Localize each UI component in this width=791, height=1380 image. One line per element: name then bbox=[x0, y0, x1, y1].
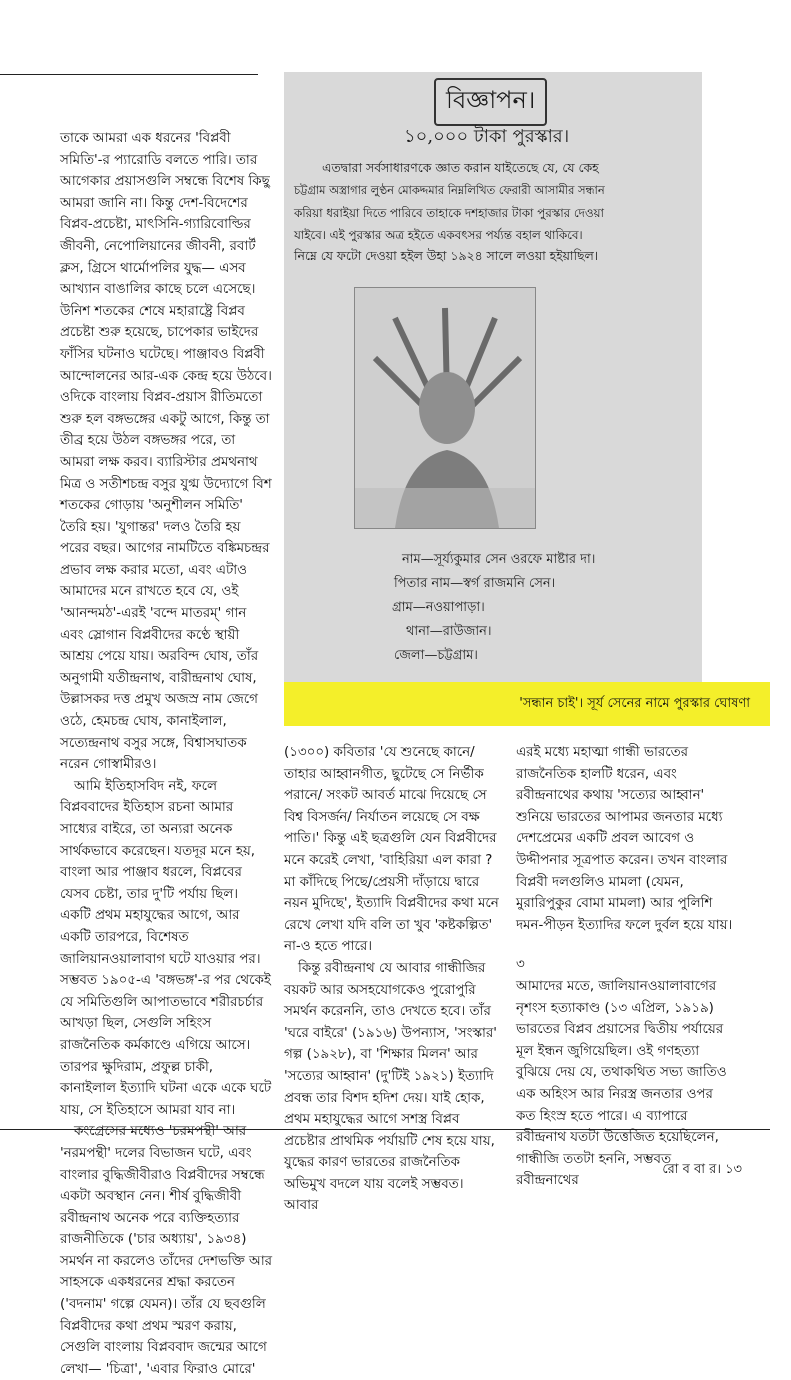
section-number: ৩ bbox=[516, 957, 525, 973]
advert-reward: ১০,০০০ টাকা পুরস্কার। bbox=[404, 126, 570, 147]
photo-caption-bar bbox=[284, 682, 770, 726]
advert-field: থানা—রাউজান। bbox=[406, 624, 492, 639]
advert-field: গ্রাম—নওয়াপাড়া। bbox=[392, 600, 485, 615]
paragraph: আমি ইতিহাসবিদ নই, ফলে বিপ্লববাদের ইতিহাস রচনা আমার সাধ্যের বাইরে, তা অন্যরা অনেক সার্থকভাবে করেছেন। যতদূর মনে হয়, বাংলা আর পাঞ্জাব ধরলে, বিপ্লবের যেসব চেষ্টা, তার দু'টি পর্যায় ছিল। একটি প্রথম মহাযুদ্ধের আগে, আর একটি তারপরে, বিশেষত জালিয়ানওয়ালাবাগ ঘটে যাওয়ার পর। সম্ভবত ১৯০৫-এ 'বঙ্গভঙ্গ'-র পর থেকেই যে সমিতিগুলি আপাতভাবে শরীরচর্চার আখড়া ছিল, সেগুলি সহিংস রাজনৈতিক কর্মকাণ্ডে এগিয়ে আসে। তারপর ক্ষুদিরাম, প্রফুল্ল চাকী, কানাইলাল ইত্যাদি ঘটনা একে একে ঘটে যায়, সে ইতিহাসে আমরা যাব না। bbox=[60, 778, 272, 1118]
advert-body-line: নিম্নে যে ফটো দেওয়া হইল উহা ১৯২৪ সালে লওয়া হইয়াছিল। bbox=[294, 248, 599, 263]
paragraph: কংগ্রেসের মধ্যেও 'চরমপন্থী' আর 'নরমপন্থী' দলের বিভাজন ঘটে, এবং বাংলার বুদ্ধিজীবীরাও বিপ্লবীদের সম্বন্ধে একটা অবস্থান নেন। শীর্ষ বুদ্ধিজীবী রবীন্দ্রনাথ অনেক পরে ব্যক্তিহত্যার রাজনীতিকে ('চার অধ্যায়', ১৯৩৪) সমর্থন না করলেও তাঁদের দেশভক্তি আর সাহসকে একধরনের শ্রদ্ধা করতেন ('বদনাম' গল্পে যেমন)। তাঁর যে ছবগুলি বিপ্লবীদের কথা প্রথম স্মরণ করায়, সেগুলি বাংলায় বিপ্লববাদ জন্মের আগে লেখা— 'চিত্রা', 'এবার ফিরাও মোরে' bbox=[60, 1124, 272, 1377]
advert-body-line: যাইবে। এই পুরস্কার অত্র হইতে একবৎসর পর্য্যন্ত বহাল থাকিবে। bbox=[294, 228, 583, 242]
paragraph: (১৩০০) কবিতার 'যে শুনেছে কানে/ তাহার আহ্বানগীত, ছুটেছে সে নির্ভীক পরানে/ সংকট আবর্ত মাঝে দিয়েছে সে বিশ্ব বিসর্জন/ নির্যাতন লয়েছে সে বক্ষ পাতি।' কিন্তু এই ছত্রগুলি যেন বিপ্লবীদের মনে করেই লেখা, 'বাহিরিয়া এল কারা ? মা কাঁদিছে পিছে/প্রেয়সী দাঁড়ায়ে দ্বারে নয়ন মুদিছে', ইত্যাদি বিপ্লবীদের কথা মনে রেখে লেখা যদি বলি তা খুব 'কষ্টকল্পিত' না-ও হতে পারে। bbox=[284, 745, 499, 955]
advert-body-line: এতদ্বারা সর্বসাধারণকে জ্ঞাত করান যাইতেছে যে, যে কেহ bbox=[322, 160, 599, 175]
photo-caption: 'সন্ধান চাই'। সূর্য সেনের নামে পুরস্কার ঘোষণা bbox=[519, 696, 750, 711]
advert-body-line: চট্টগ্রাম অস্ত্রাগার লুণ্ঠন মোকদ্দমার নিম্নলিখিত ফেরারী আসামীর সন্ধান bbox=[294, 183, 605, 197]
paragraph: এরই মধ্যে মহাত্মা গান্ধী ভারতের রাজনৈতিক হালটি ধরেন, এবং রবীন্দ্রনাথের কথায় 'সত্যের আহ্বান' শুনিয়ে ভারতের আপামর জনতার মধ্যে দেশপ্রেমের একটি প্রবল আবেগ ও উদ্দীপনার সূত্রপাত করেন। তখন বাংলার বিপ্লবী দলগুলিও মামলা (যেমন, মুরারিপুকুর বোমা মামলা) আর পুলিশি দমন-পীড়ন ইত্যাদির ফলে দুর্বল হয়ে যায়। bbox=[516, 745, 733, 933]
column-1-top bbox=[60, 128, 272, 1377]
advert-title: বিজ্ঞাপন। bbox=[434, 78, 547, 126]
top-left-rule bbox=[0, 74, 258, 75]
suspect-photo bbox=[354, 287, 536, 529]
paragraph: তাকে আমরা এক ধরনের 'বিপ্লবী সমিতি'-র প্যারোডি বলতে পারি। তার আগেকার প্রয়াসগুলি সম্বন্ধে বিশেষ কিছু আমরা জানি না। কিন্তু দেশ-বিদেশের বিপ্লব-প্রচেষ্টা, মাৎসিনি-গ্যারিবোল্ডির জীবনী, নেপোলিয়ানের জীবনী, রবার্ট ক্লস, গ্রিসে থার্মোপলির যুদ্ধ— এসব আখ্যান বাঙালির কাছে চলে এসেছে। উনিশ শতকের শেষে মহারাষ্ট্রে বিপ্লব প্রচেষ্টা শুরু হয়েছে, চাপেকার ভাইদের ফাঁসির ঘটনাও ঘটেছে। পাঞ্জাবও বিপ্লবী আন্দোলনের আর-এক কেন্দ্র হয়ে উঠবে। ওদিকে বাংলায় বিপ্লব-প্রয়াস রীতিমতো শুরু হল বঙ্গভঙ্গের একটু আগে, কিন্তু তা তীব্র হয়ে উঠল বঙ্গভঙ্গর পরে, তা আমরা লক্ষ করব। ব্যারিস্টার প্রমথনাথ মিত্র ও সতীশচন্দ্র বসুর যুগ্ম উদ্যোগে বিশ শতকের গোড়ায় 'অনুশীলন সমিতি' তৈরি হয়। 'যুগান্তর' দলও তৈরি হয় পরের বছর। আগের নামটিতে বঙ্কিমচন্দ্রর প্রভাব লক্ষ করার মতো, এবং এটাও আমাদের মনে রাখতে হবে যে, ওই 'আনন্দমঠ'-এরই 'বন্দে মাতরম্' গান এবং স্লোগান বিপ্লবীদের কণ্ঠে স্থায়ী আশ্রয় পেয়ে যায়। অরবিন্দ ঘোষ, তাঁর অনুগামী যতীন্দ্রনাথ, বারীন্দ্রনাথ ঘোষ, উল্লাসকর দত্ত প্রমুখ অজস্র নাম জেগে ওঠে, হেমচন্দ্র ঘোষ, কানাইলাল, সত্যেন্দ্রনাথ বসুর সঙ্গে, বিশ্বাসঘাতক নরেন গোস্বামীরও। bbox=[60, 131, 272, 773]
advert-field: নাম—সূর্য্যকুমার সেন ওরফে মাষ্টার দা। bbox=[402, 552, 596, 567]
advert-field: পিতার নাম—স্বর্গ রাজমনি সেন। bbox=[394, 576, 556, 591]
portrait-image bbox=[355, 288, 535, 528]
paragraph: কিন্তু রবীন্দ্রনাথ যে আবার গান্ধীজির বয়কট আর অসহযোগকেও পুরোপুরি সমর্থন করেননি, তাও দেখতে হবে। তাঁর 'ঘরে বাইরে' (১৯১৬) উপন্যাস, 'সংস্কার' গল্প (১৯২৮), বা 'শিক্ষার মিলন' আর 'সত্যের আহ্বান' (দু'টিই ১৯২১) ইত্যাদি প্রবন্ধ তার বিশদ হদিশ দেয়। যাই হোক, প্রথম মহাযুদ্ধের আগে সশস্ত্র বিপ্লব প্রচেষ্টার প্রাথমিক পর্যায়টি শেষ হয়ে যায়, যুদ্ধের কারণ ভারতের রাজনৈতিক অভিমুখ বদলে যায় বলেই সম্ভবত। আবার bbox=[284, 960, 497, 1214]
column-2 bbox=[284, 742, 502, 1214]
advert-field: জেলা—চট্টগ্রাম। bbox=[394, 648, 478, 663]
page-footer: রো ব বা র। ১৩ bbox=[662, 1162, 742, 1177]
advert-body-line: করিয়া ধরাইয়া দিতে পারিবে তাহাকে দশহাজার টাকা পুরস্কার দেওয়া bbox=[294, 206, 604, 220]
paragraph: আমাদের মতে, জালিয়ানওয়ালাবাগের নৃশংস হত্যাকাণ্ড (১৩ এপ্রিল, ১৯১৯) ভারতের বিপ্লব প্রয়াসের দ্বিতীয় পর্যায়ের মূল ইন্ধন জুগিয়েছিল। ওই গণহত্যা বুঝিয়ে দেয় যে, তথাকথিত সভ্য জাতিও এক অহিংস আর নিরস্ত্র জনতার ওপর কত হিংস্র হতে পারে। এ ব্যাপারে রবীন্দ্রনাথ যতটা উত্তেজিত হয়েছিলেন, গান্ধীজি ততটা হননি, সম্ভবত রবীন্দ্রনাথের bbox=[516, 978, 727, 1189]
reward-advertisement-scan bbox=[284, 72, 702, 682]
column-1-bottom bbox=[60, 682, 272, 1122]
